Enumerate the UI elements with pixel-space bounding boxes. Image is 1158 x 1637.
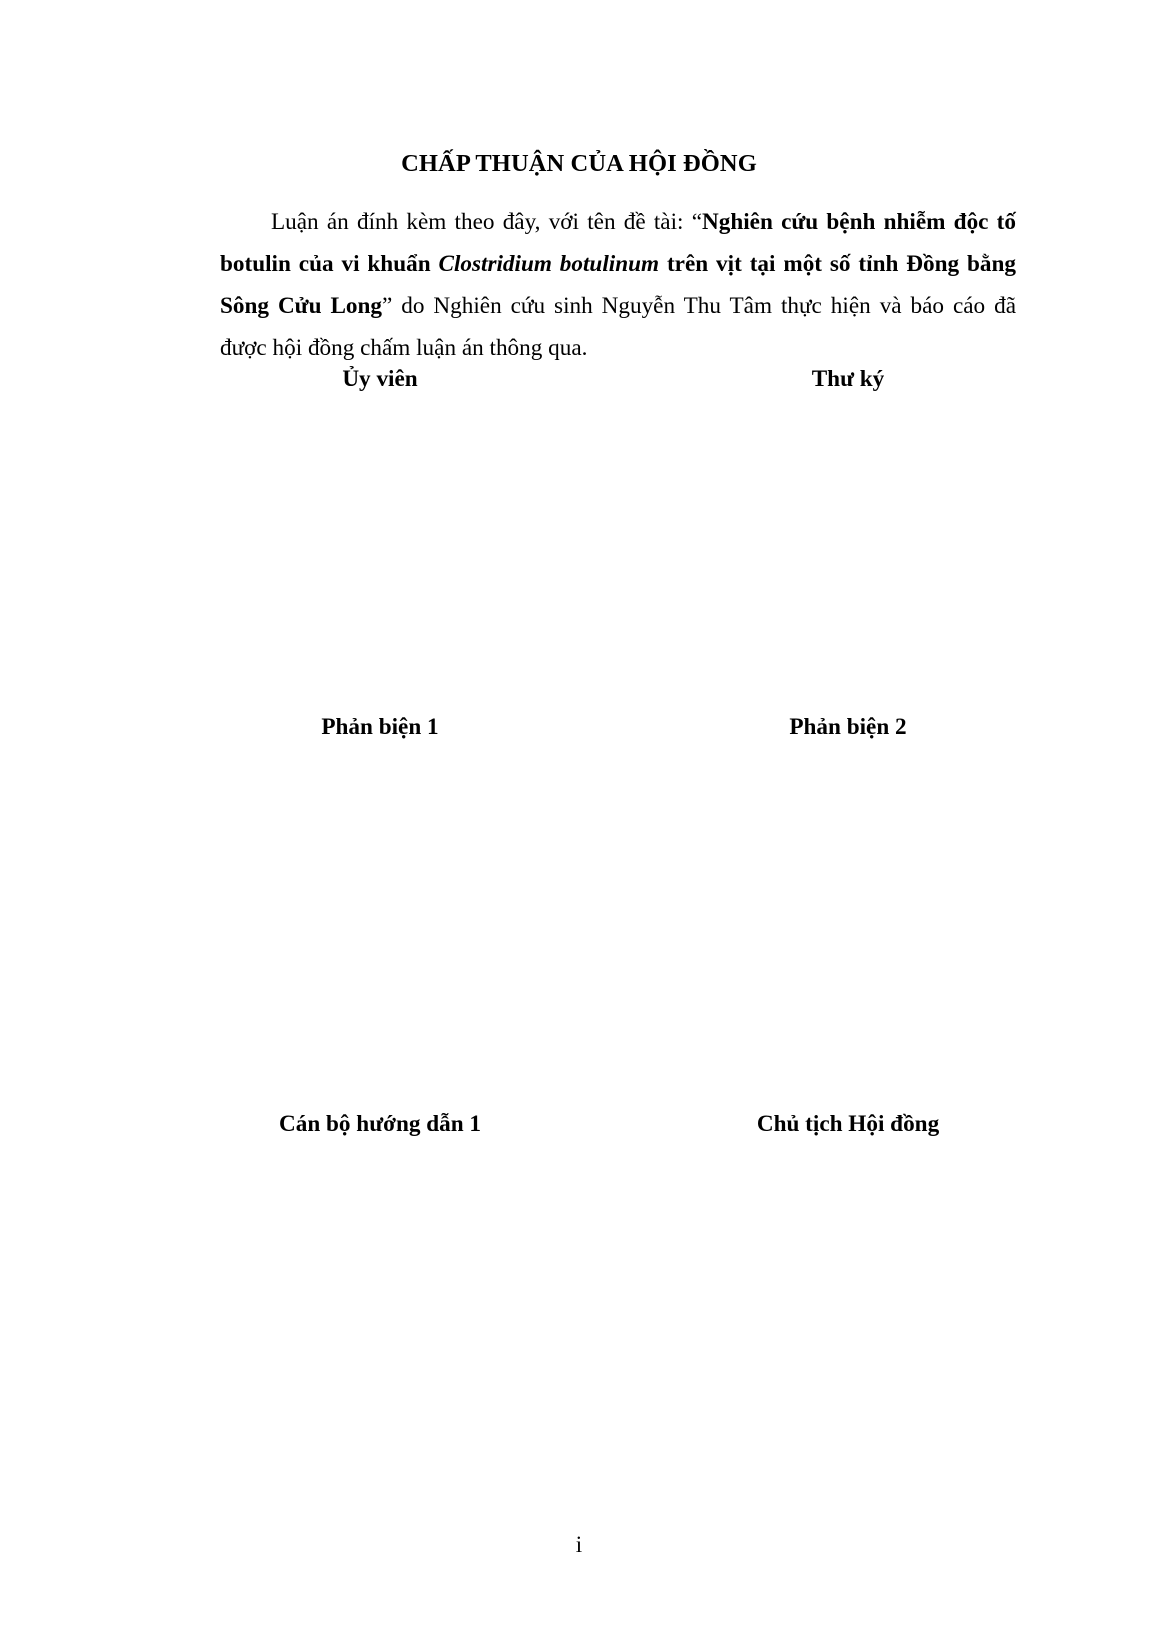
- thesis-title-species: Clostridium botulinum: [438, 251, 660, 277]
- signature-reviewer-1: Phản biện 1: [321, 714, 439, 740]
- paragraph-intro: Luận án đính kèm theo đây, với tên đề tài: “: [271, 209, 702, 235]
- thesis-title-part-1: Nghiên cứu bệnh nhiễm độc tố botulin của vi khuẩn: [220, 209, 1016, 277]
- signature-reviewer-2: Phản biện 2: [789, 714, 907, 740]
- approval-paragraph: [220, 201, 1016, 369]
- signature-member: Ủy viên: [342, 366, 418, 392]
- thesis-title-part-2: trên vịt tại một số tỉnh Đồng bằng Sông Cửu Long: [220, 251, 1016, 319]
- signature-secretary: Thư ký: [811, 366, 885, 392]
- page-number: i: [575, 1532, 583, 1557]
- page-title: CHẤP THUẬN CỦA HỘI ĐỒNG: [401, 150, 757, 177]
- signature-chairman: Chủ tịch Hội đồng: [756, 1111, 940, 1137]
- paragraph-outro: ” do Nghiên cứu sinh Nguyễn Thu Tâm thực hiện và báo cáo đã được hội đồng chấm luận án thông qua.: [220, 293, 1016, 361]
- signature-supervisor-1: Cán bộ hướng dẫn 1: [278, 1111, 482, 1137]
